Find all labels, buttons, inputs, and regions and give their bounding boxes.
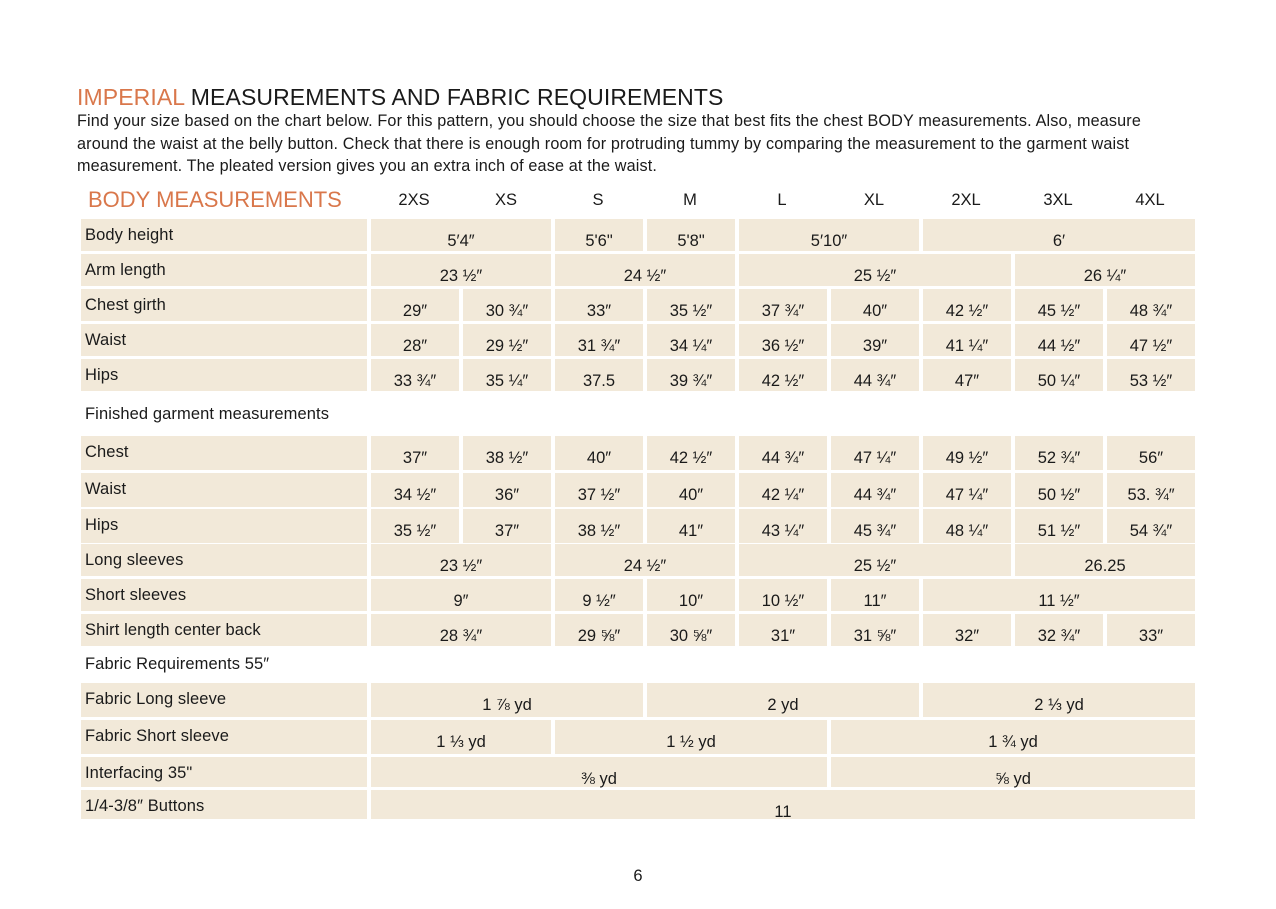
table-cell bbox=[923, 614, 1011, 646]
table-cell bbox=[371, 757, 827, 787]
cell-value: 25 ½″ bbox=[853, 267, 897, 285]
cell-value: 53 ½″ bbox=[1129, 372, 1173, 390]
cell-value: 35 ½″ bbox=[393, 522, 437, 540]
cell-value: 45 ¾″ bbox=[853, 522, 897, 540]
cell-value: 1 ½ yd bbox=[666, 733, 716, 751]
size-header-2xs: 2XS bbox=[398, 191, 430, 209]
cell-value: 51 ½″ bbox=[1037, 522, 1081, 540]
cell-value: 52 ¾″ bbox=[1037, 449, 1081, 467]
table-cell bbox=[555, 359, 643, 391]
cell-value: 37.5 bbox=[582, 372, 616, 390]
table-cell bbox=[1015, 254, 1195, 286]
cell-value: 29 ½″ bbox=[485, 337, 529, 355]
cell-value: 48 ¼″ bbox=[945, 522, 989, 540]
page-number: 6 bbox=[633, 867, 643, 885]
table-cell bbox=[371, 509, 459, 543]
table-cell bbox=[1107, 436, 1195, 470]
cell-value: 37 ½″ bbox=[577, 486, 621, 504]
size-header-s: S bbox=[592, 191, 604, 209]
row-label: Fabric Long sleeve bbox=[81, 683, 367, 717]
cell-value: 10 ½″ bbox=[761, 592, 805, 610]
size-header-l: L bbox=[777, 191, 787, 209]
cell-value: 29″ bbox=[402, 302, 428, 320]
table-cell bbox=[647, 436, 735, 470]
size-header-2xl: 2XL bbox=[951, 191, 981, 209]
table-cell bbox=[371, 720, 551, 754]
table-cell bbox=[371, 544, 551, 576]
cell-value: 24 ½″ bbox=[623, 267, 667, 285]
table-cell bbox=[831, 436, 919, 470]
cell-value: 28″ bbox=[402, 337, 428, 355]
row-label: Interfacing 35" bbox=[81, 757, 367, 787]
cell-value: 11″ bbox=[863, 592, 887, 610]
table-cell bbox=[647, 219, 735, 251]
table-cell bbox=[1107, 473, 1195, 507]
cell-value: 31 ⅝″ bbox=[853, 627, 897, 645]
table-cell bbox=[555, 219, 643, 251]
cell-value: 6′ bbox=[1052, 232, 1066, 250]
cell-value: 54 ¾″ bbox=[1129, 522, 1173, 540]
cell-value: 56″ bbox=[1138, 449, 1164, 467]
cell-value: 39 ¾″ bbox=[669, 372, 713, 390]
body-measurements-heading: BODY MEASUREMENTS bbox=[88, 187, 342, 212]
cell-value: 5′10″ bbox=[810, 232, 848, 250]
table-cell bbox=[923, 324, 1011, 356]
table-cell bbox=[371, 614, 551, 646]
cell-value: 37 ¾″ bbox=[761, 302, 805, 320]
table-cell bbox=[1107, 614, 1195, 646]
table-cell bbox=[647, 509, 735, 543]
cell-value: 38 ½″ bbox=[485, 449, 529, 467]
table-cell bbox=[463, 436, 551, 470]
cell-value: 42 ½″ bbox=[945, 302, 989, 320]
cell-value: 30 ¾″ bbox=[485, 302, 529, 320]
cell-value: 26.25 bbox=[1084, 557, 1126, 575]
cell-value: 40″ bbox=[586, 449, 612, 467]
cell-value: 44 ½″ bbox=[1037, 337, 1081, 355]
table-cell bbox=[739, 473, 827, 507]
fabric-requirements-heading: Fabric Requirements 55″ bbox=[85, 655, 270, 673]
table-cell bbox=[647, 324, 735, 356]
table-cell bbox=[371, 254, 551, 286]
cell-value: 11 bbox=[774, 803, 792, 821]
table-cell bbox=[647, 579, 735, 611]
cell-value: 2 yd bbox=[767, 696, 799, 714]
row-label: Hips bbox=[81, 359, 367, 391]
table-cell bbox=[831, 509, 919, 543]
table-cell bbox=[371, 324, 459, 356]
table-cell bbox=[555, 324, 643, 356]
page-title bbox=[77, 83, 723, 111]
cell-value: 29 ⅝″ bbox=[577, 627, 621, 645]
cell-value: 37″ bbox=[494, 522, 520, 540]
row-label: Body height bbox=[81, 219, 367, 251]
cell-value: 9 ½″ bbox=[582, 592, 616, 610]
table-cell bbox=[555, 254, 735, 286]
cell-value: 41 ¼″ bbox=[945, 337, 989, 355]
cell-value: 33″ bbox=[1138, 627, 1164, 645]
table-cell bbox=[463, 324, 551, 356]
cell-value: 10″ bbox=[678, 592, 704, 610]
table-cell bbox=[371, 289, 459, 321]
cell-value: 32″ bbox=[954, 627, 980, 645]
table-cell bbox=[1107, 324, 1195, 356]
table-cell bbox=[831, 473, 919, 507]
cell-value: 38 ½″ bbox=[577, 522, 621, 540]
table-cell bbox=[923, 359, 1011, 391]
cell-value: 5′4″ bbox=[447, 232, 475, 250]
size-header-m: M bbox=[683, 191, 697, 209]
table-cell bbox=[647, 683, 919, 717]
cell-value: 37″ bbox=[402, 449, 428, 467]
table-cell bbox=[463, 289, 551, 321]
cell-value: 50 ¼″ bbox=[1037, 372, 1081, 390]
table-cell bbox=[647, 289, 735, 321]
cell-value: 36″ bbox=[494, 486, 520, 504]
cell-value: 1 ¾ yd bbox=[988, 733, 1038, 751]
cell-value: 34 ¼″ bbox=[669, 337, 713, 355]
cell-value: 36 ½″ bbox=[761, 337, 805, 355]
cell-value: 44 ¾″ bbox=[853, 372, 897, 390]
row-label: Long sleeves bbox=[81, 544, 367, 576]
cell-value: 1 ⅞ yd bbox=[482, 696, 532, 714]
cell-value: 41″ bbox=[678, 522, 704, 540]
table-cell bbox=[1015, 324, 1103, 356]
table-cell bbox=[371, 683, 643, 717]
table-cell bbox=[555, 544, 735, 576]
table-cell bbox=[1015, 473, 1103, 507]
cell-value: 44 ¾″ bbox=[853, 486, 897, 504]
cell-value: 45 ½″ bbox=[1037, 302, 1081, 320]
intro-paragraph: Find your size based on the chart below. For this pattern, you should choose the size that best fits the chest BODY measurements. Also, measure around the waist at the belly button. Check that there is enough room for protruding tummy by comparing the measurement to the garment waist measurement. The pleated version gives you an extra inch of ease at the waist. bbox=[77, 112, 1141, 175]
table-cell bbox=[831, 614, 919, 646]
cell-value: 5'6" bbox=[585, 232, 613, 250]
cell-value: 11 ½″ bbox=[1038, 592, 1080, 610]
cell-value: 53. ¾″ bbox=[1127, 486, 1175, 504]
cell-value: 23 ½″ bbox=[439, 267, 483, 285]
cell-value: 47 ¼″ bbox=[945, 486, 989, 504]
cell-value: 35 ½″ bbox=[669, 302, 713, 320]
cell-value: 30 ⅝″ bbox=[669, 627, 713, 645]
table-cell bbox=[371, 436, 459, 470]
table-cell bbox=[555, 289, 643, 321]
table-cell bbox=[739, 289, 827, 321]
row-label: Waist bbox=[81, 324, 367, 356]
table-cell bbox=[371, 359, 459, 391]
table-cell bbox=[923, 436, 1011, 470]
row-label: 1/4-3/8″ Buttons bbox=[81, 790, 367, 819]
row-label: Shirt length center back bbox=[81, 614, 367, 646]
table-cell bbox=[371, 473, 459, 507]
size-header-3xl: 3XL bbox=[1043, 191, 1073, 209]
table-cell bbox=[555, 579, 643, 611]
table-cell bbox=[555, 614, 643, 646]
table-cell bbox=[555, 436, 643, 470]
table-cell bbox=[555, 473, 643, 507]
cell-value: 40″ bbox=[862, 302, 888, 320]
table-cell bbox=[1015, 436, 1103, 470]
row-label: Chest bbox=[81, 436, 367, 470]
table-cell bbox=[1107, 359, 1195, 391]
table-cell bbox=[1015, 509, 1103, 543]
cell-value: 47 ¼″ bbox=[853, 449, 897, 467]
table-cell bbox=[555, 720, 827, 754]
table-cell bbox=[1107, 509, 1195, 543]
cell-value: 23 ½″ bbox=[439, 557, 483, 575]
table-cell bbox=[1015, 544, 1195, 576]
table-cell bbox=[831, 289, 919, 321]
row-label: Arm length bbox=[81, 254, 367, 286]
size-header-xl: XL bbox=[863, 191, 885, 209]
cell-value: 49 ½″ bbox=[945, 449, 989, 467]
table-cell bbox=[555, 509, 643, 543]
table-cell bbox=[831, 757, 1195, 787]
size-header-4xl: 4XL bbox=[1135, 191, 1165, 209]
cell-value: 42 ¼″ bbox=[761, 486, 805, 504]
row-label: Chest girth bbox=[81, 289, 367, 321]
table-cell bbox=[739, 359, 827, 391]
table-cell bbox=[647, 614, 735, 646]
table-cell bbox=[1015, 289, 1103, 321]
table-cell bbox=[463, 509, 551, 543]
table-cell bbox=[739, 509, 827, 543]
table-cell bbox=[1015, 359, 1103, 391]
table-cell bbox=[923, 473, 1011, 507]
row-label: Hips bbox=[81, 509, 367, 543]
table-cell bbox=[739, 219, 919, 251]
title-accent: IMPERIAL bbox=[77, 84, 185, 110]
cell-value: 33″ bbox=[586, 302, 612, 320]
table-cell bbox=[923, 219, 1195, 251]
table-cell bbox=[371, 790, 1195, 819]
table-cell bbox=[371, 579, 551, 611]
cell-value: 25 ½″ bbox=[853, 557, 897, 575]
garment-measurements-heading: Finished garment measurements bbox=[85, 405, 330, 423]
cell-value: 44 ¾″ bbox=[761, 449, 805, 467]
table-cell bbox=[463, 473, 551, 507]
cell-value: 26 ¼″ bbox=[1083, 267, 1127, 285]
cell-value: 1 ⅓ yd bbox=[436, 733, 486, 751]
cell-value: 42 ½″ bbox=[761, 372, 805, 390]
cell-value: 40″ bbox=[678, 486, 704, 504]
table-cell bbox=[1107, 289, 1195, 321]
table-cell bbox=[647, 359, 735, 391]
cell-value: 43 ¼″ bbox=[761, 522, 805, 540]
cell-value: 42 ½″ bbox=[669, 449, 713, 467]
table-cell bbox=[371, 219, 551, 251]
table-cell bbox=[831, 720, 1195, 754]
cell-value: 2 ⅓ yd bbox=[1034, 696, 1084, 714]
row-label: Waist bbox=[81, 473, 367, 507]
cell-value: 39″ bbox=[862, 337, 888, 355]
table-cell bbox=[739, 254, 1011, 286]
table-cell bbox=[739, 579, 827, 611]
row-label: Fabric Short sleeve bbox=[81, 720, 367, 754]
cell-value: 34 ½″ bbox=[393, 486, 437, 504]
table-cell bbox=[739, 436, 827, 470]
table-cell bbox=[463, 359, 551, 391]
table-cell bbox=[739, 614, 827, 646]
cell-value: ⅝ yd bbox=[995, 770, 1031, 788]
cell-value: 31″ bbox=[770, 627, 796, 645]
cell-value: 35 ¼″ bbox=[485, 372, 529, 390]
cell-value: ⅜ yd bbox=[581, 770, 617, 788]
cell-value: 5'8" bbox=[677, 232, 705, 250]
size-header-xs: XS bbox=[494, 191, 517, 209]
table-cell bbox=[831, 324, 919, 356]
cell-value: 32 ¾″ bbox=[1037, 627, 1081, 645]
cell-value: 33 ¾″ bbox=[393, 372, 437, 390]
table-cell bbox=[831, 359, 919, 391]
cell-value: 9″ bbox=[453, 592, 469, 610]
cell-value: 31 ¾″ bbox=[577, 337, 621, 355]
table-cell bbox=[831, 579, 919, 611]
cell-value: 24 ½″ bbox=[623, 557, 667, 575]
title-rest: MEASUREMENTS AND FABRIC REQUIREMENTS bbox=[184, 84, 724, 110]
cell-value: 50 ½″ bbox=[1037, 486, 1081, 504]
table-cell bbox=[647, 473, 735, 507]
cell-value: 47 ½″ bbox=[1129, 337, 1173, 355]
table-cell bbox=[1015, 614, 1103, 646]
row-label: Short sleeves bbox=[81, 579, 367, 611]
table-cell bbox=[739, 544, 1011, 576]
cell-value: 28 ¾″ bbox=[439, 627, 483, 645]
cell-value: 47″ bbox=[954, 372, 980, 390]
table-cell bbox=[923, 683, 1195, 717]
table-cell bbox=[923, 579, 1195, 611]
table-cell bbox=[923, 289, 1011, 321]
table-cell bbox=[739, 324, 827, 356]
table-cell bbox=[923, 509, 1011, 543]
cell-value: 48 ¾″ bbox=[1129, 302, 1173, 320]
